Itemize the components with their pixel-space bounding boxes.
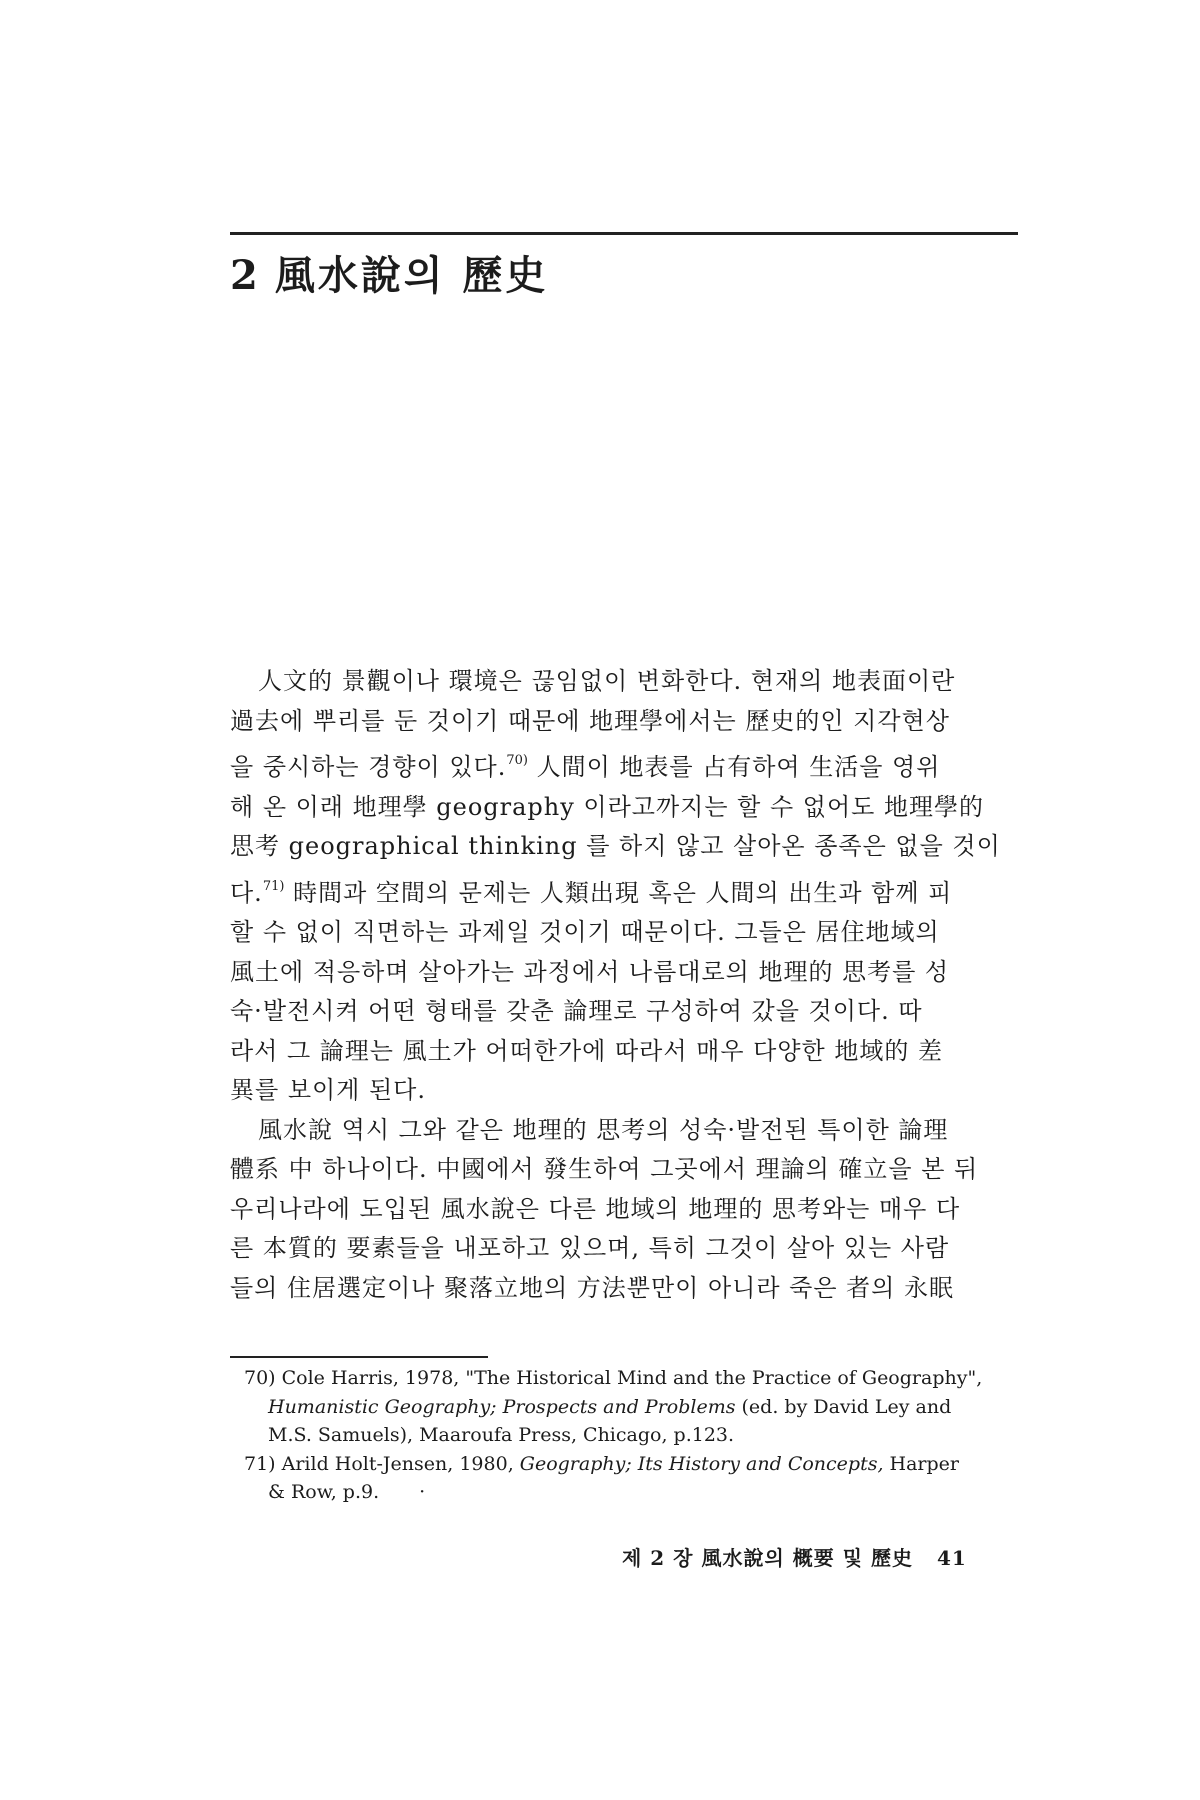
footnote-70-cont: M.S. Samuels), Maaroufa Press, Chicago, p.123. — [268, 1424, 735, 1446]
body-line: 른 本質的 要素들을 내포하고 있으며, 특히 그것이 살아 있는 사람 — [230, 1234, 950, 1262]
body-line: 思考 geographical thinking 를 하지 않고 살아온 종족은 없을 것이 — [230, 832, 1001, 860]
footnote-separator — [230, 1356, 488, 1358]
body-line: 라서 그 論理는 風土가 어떠한가에 따라서 매우 다양한 地域的 差 — [230, 1036, 943, 1065]
body-line — [230, 867, 1020, 914]
body-line-text: 時間과 空間의 문제는 人類出現 혹은 人間의 出生과 함께 피 — [284, 878, 953, 907]
page-footer — [622, 1542, 967, 1571]
body-line: 들의 住居選定이나 聚落立地의 方法뿐만이 아니라 죽은 者의 永眠 — [230, 1273, 954, 1302]
footnote-book-title: Geography; Its History and Concepts, — [519, 1452, 884, 1475]
footnote-71-cont: & Row, p.9. · — [268, 1481, 426, 1503]
chapter-top-rule — [230, 232, 1018, 235]
footnote-ref-70: 70) — [506, 753, 528, 768]
footnotes — [244, 1364, 1020, 1507]
body-line: 風水說 역시 그와 같은 地理的 思考의 성숙·발전된 특이한 論理 — [258, 1115, 949, 1144]
body-line: 할 수 없이 직면하는 과제일 것이기 때문이다. 그들은 居住地域의 — [230, 918, 940, 946]
body-line: 過去에 뿌리를 둔 것이기 때문에 地理學에서는 歷史的인 지각현상 — [230, 706, 950, 735]
body-line-text: 人間이 地表를 占有하여 生活을 영위 — [527, 753, 941, 781]
footnote-book-title: Humanistic Geography; Prospects and Problems — [268, 1395, 736, 1418]
body-line-text: 다. — [230, 878, 263, 907]
page-number: 41 — [936, 1546, 967, 1570]
footnote-70: 70) Cole Harris, 1978, "The Historical Mind and the Practice of Geography", — [244, 1367, 983, 1389]
footnote-ref-71: 71) — [262, 878, 285, 894]
body-line — [230, 741, 1020, 788]
body-line: 異를 보이게 된다. — [230, 1076, 426, 1104]
body-line: 體系 中 하나이다. 中國에서 發生하여 그곳에서 理論의 確立을 본 뒤 — [230, 1155, 979, 1183]
body-line: 우리나라에 도입된 風水說은 다른 地域의 地理的 思考와는 매우 다 — [230, 1194, 961, 1223]
footnote-71: 71) Arild Holt-Jensen, 1980, Geography; Its History and Concepts, Harper — [244, 1452, 960, 1475]
body-line: 해 온 이래 地理學 geography 이라고까지는 할 수 없어도 地理學的 — [230, 792, 984, 821]
body-line: 人文的 景觀이나 環境은 끊임없이 변화한다. 현재의 地表面이란 — [258, 667, 956, 695]
body-text — [230, 662, 1020, 1308]
section-number: 2 — [230, 252, 261, 299]
running-head: 제 2 장 風水說의 概要 및 歷史 — [622, 1546, 913, 1570]
body-line: 숙·발전시켜 어떤 형태를 갖춘 論理로 구성하여 갔을 것이다. 따 — [230, 997, 923, 1025]
section-title: 風水說의 歷史 — [274, 252, 549, 299]
body-line-text: 을 중시하는 경향이 있다. — [230, 753, 507, 781]
body-line: 風土에 적응하며 살아가는 과정에서 나름대로의 地理的 思考를 성 — [230, 957, 950, 986]
section-heading — [230, 246, 548, 306]
footnote-70-cont: Humanistic Geography; Prospects and Problems (ed. by David Ley and — [268, 1395, 952, 1418]
stray-mark: · — [419, 1481, 426, 1503]
